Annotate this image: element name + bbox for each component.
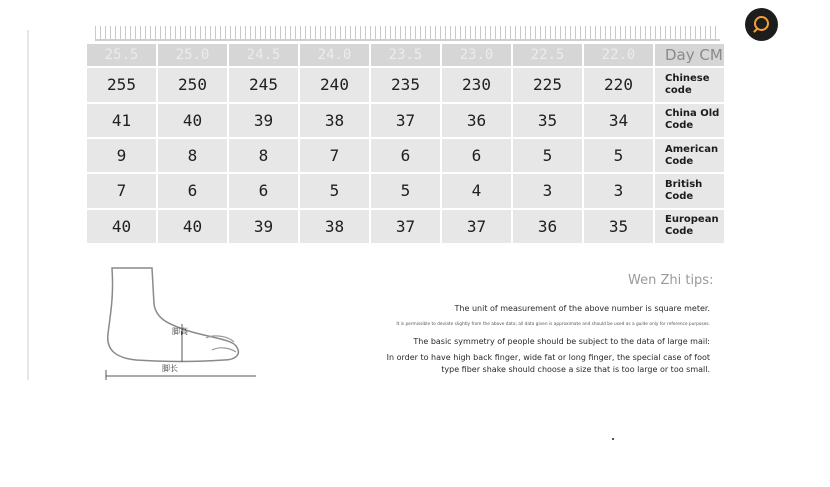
table-row [87, 68, 724, 101]
table-cell: 23.5 [371, 44, 440, 66]
table-cell: 22.0 [584, 44, 653, 66]
table-cell: 35 [513, 104, 582, 137]
table-cell: 39 [229, 104, 298, 137]
table-cell: 37 [371, 104, 440, 137]
row-label: British Code [655, 174, 724, 207]
table-cell: 6 [158, 174, 227, 207]
table-cell: 24.0 [300, 44, 369, 66]
table-cell: 5 [513, 139, 582, 172]
size-chart-table [85, 42, 726, 245]
table-cell: 37 [371, 210, 440, 243]
table-cell: 36 [442, 104, 511, 137]
table-cell: 3 [584, 174, 653, 207]
search-button[interactable] [745, 8, 778, 41]
row-label: China Old Code [655, 104, 724, 137]
tip-line: It is permissible to deviate slightly from the above data; all data given is approximate and should be used as a guide only for reference purposes. [396, 322, 710, 327]
table-cell: 25.5 [87, 44, 156, 66]
tip-line: In order to have high back finger, wide fat or long finger, the special case of foot [386, 353, 710, 362]
table-cell: 5 [371, 174, 440, 207]
table-cell: 36 [513, 210, 582, 243]
table-cell: 9 [87, 139, 156, 172]
foot-measurement-diagram [96, 264, 266, 384]
table-cell: 8 [158, 139, 227, 172]
table-cell: 255 [87, 68, 156, 101]
table-row [87, 104, 724, 137]
row-label: American Code [655, 139, 724, 172]
tips-title: Wen Zhi tips: [628, 273, 714, 288]
measuring-ruler [95, 26, 720, 40]
table-row [87, 174, 724, 207]
table-cell: 23.0 [442, 44, 511, 66]
table-row [87, 210, 724, 243]
ruler-baseline [95, 39, 720, 41]
table-cell: 39 [229, 210, 298, 243]
table-cell: 7 [87, 174, 156, 207]
tip-line: The unit of measurement of the above number is square meter. [454, 304, 710, 313]
table-cell: 6 [371, 139, 440, 172]
table-cell: 38 [300, 104, 369, 137]
table-cell: 3 [513, 174, 582, 207]
table-cell: 8 [229, 139, 298, 172]
table-cell: 245 [229, 68, 298, 101]
table-cell: 35 [584, 210, 653, 243]
tip-line: The basic symmetry of people should be subject to the data of large mail: [413, 337, 710, 346]
table-header-row [87, 44, 724, 66]
stray-dot [612, 438, 614, 440]
table-row [87, 139, 724, 172]
row-label: Day CM [655, 44, 724, 66]
table-cell: 25.0 [158, 44, 227, 66]
left-border-line [27, 30, 29, 380]
table-cell: 230 [442, 68, 511, 101]
row-label: European Code [655, 210, 724, 243]
table-cell: 4 [442, 174, 511, 207]
table-cell: 40 [158, 210, 227, 243]
table-cell: 38 [300, 210, 369, 243]
table-cell: 5 [300, 174, 369, 207]
row-label: Chinese code [655, 68, 724, 101]
table-cell: 6 [229, 174, 298, 207]
height-label: 脚高 [172, 327, 188, 336]
table-cell: 22.5 [513, 44, 582, 66]
table-cell: 41 [87, 104, 156, 137]
table-cell: 250 [158, 68, 227, 101]
table-cell: 6 [442, 139, 511, 172]
table-cell: 37 [442, 210, 511, 243]
table-cell: 40 [87, 210, 156, 243]
table-cell: 7 [300, 139, 369, 172]
table-cell: 5 [584, 139, 653, 172]
table-cell: 34 [584, 104, 653, 137]
table-cell: 220 [584, 68, 653, 101]
table-cell: 40 [158, 104, 227, 137]
table-cell: 235 [371, 68, 440, 101]
table-cell: 240 [300, 68, 369, 101]
table-cell: 225 [513, 68, 582, 101]
table-cell: 24.5 [229, 44, 298, 66]
tip-line: type fiber shake should choose a size that is too large or too small. [441, 365, 710, 374]
length-label: 脚长 [162, 364, 178, 373]
